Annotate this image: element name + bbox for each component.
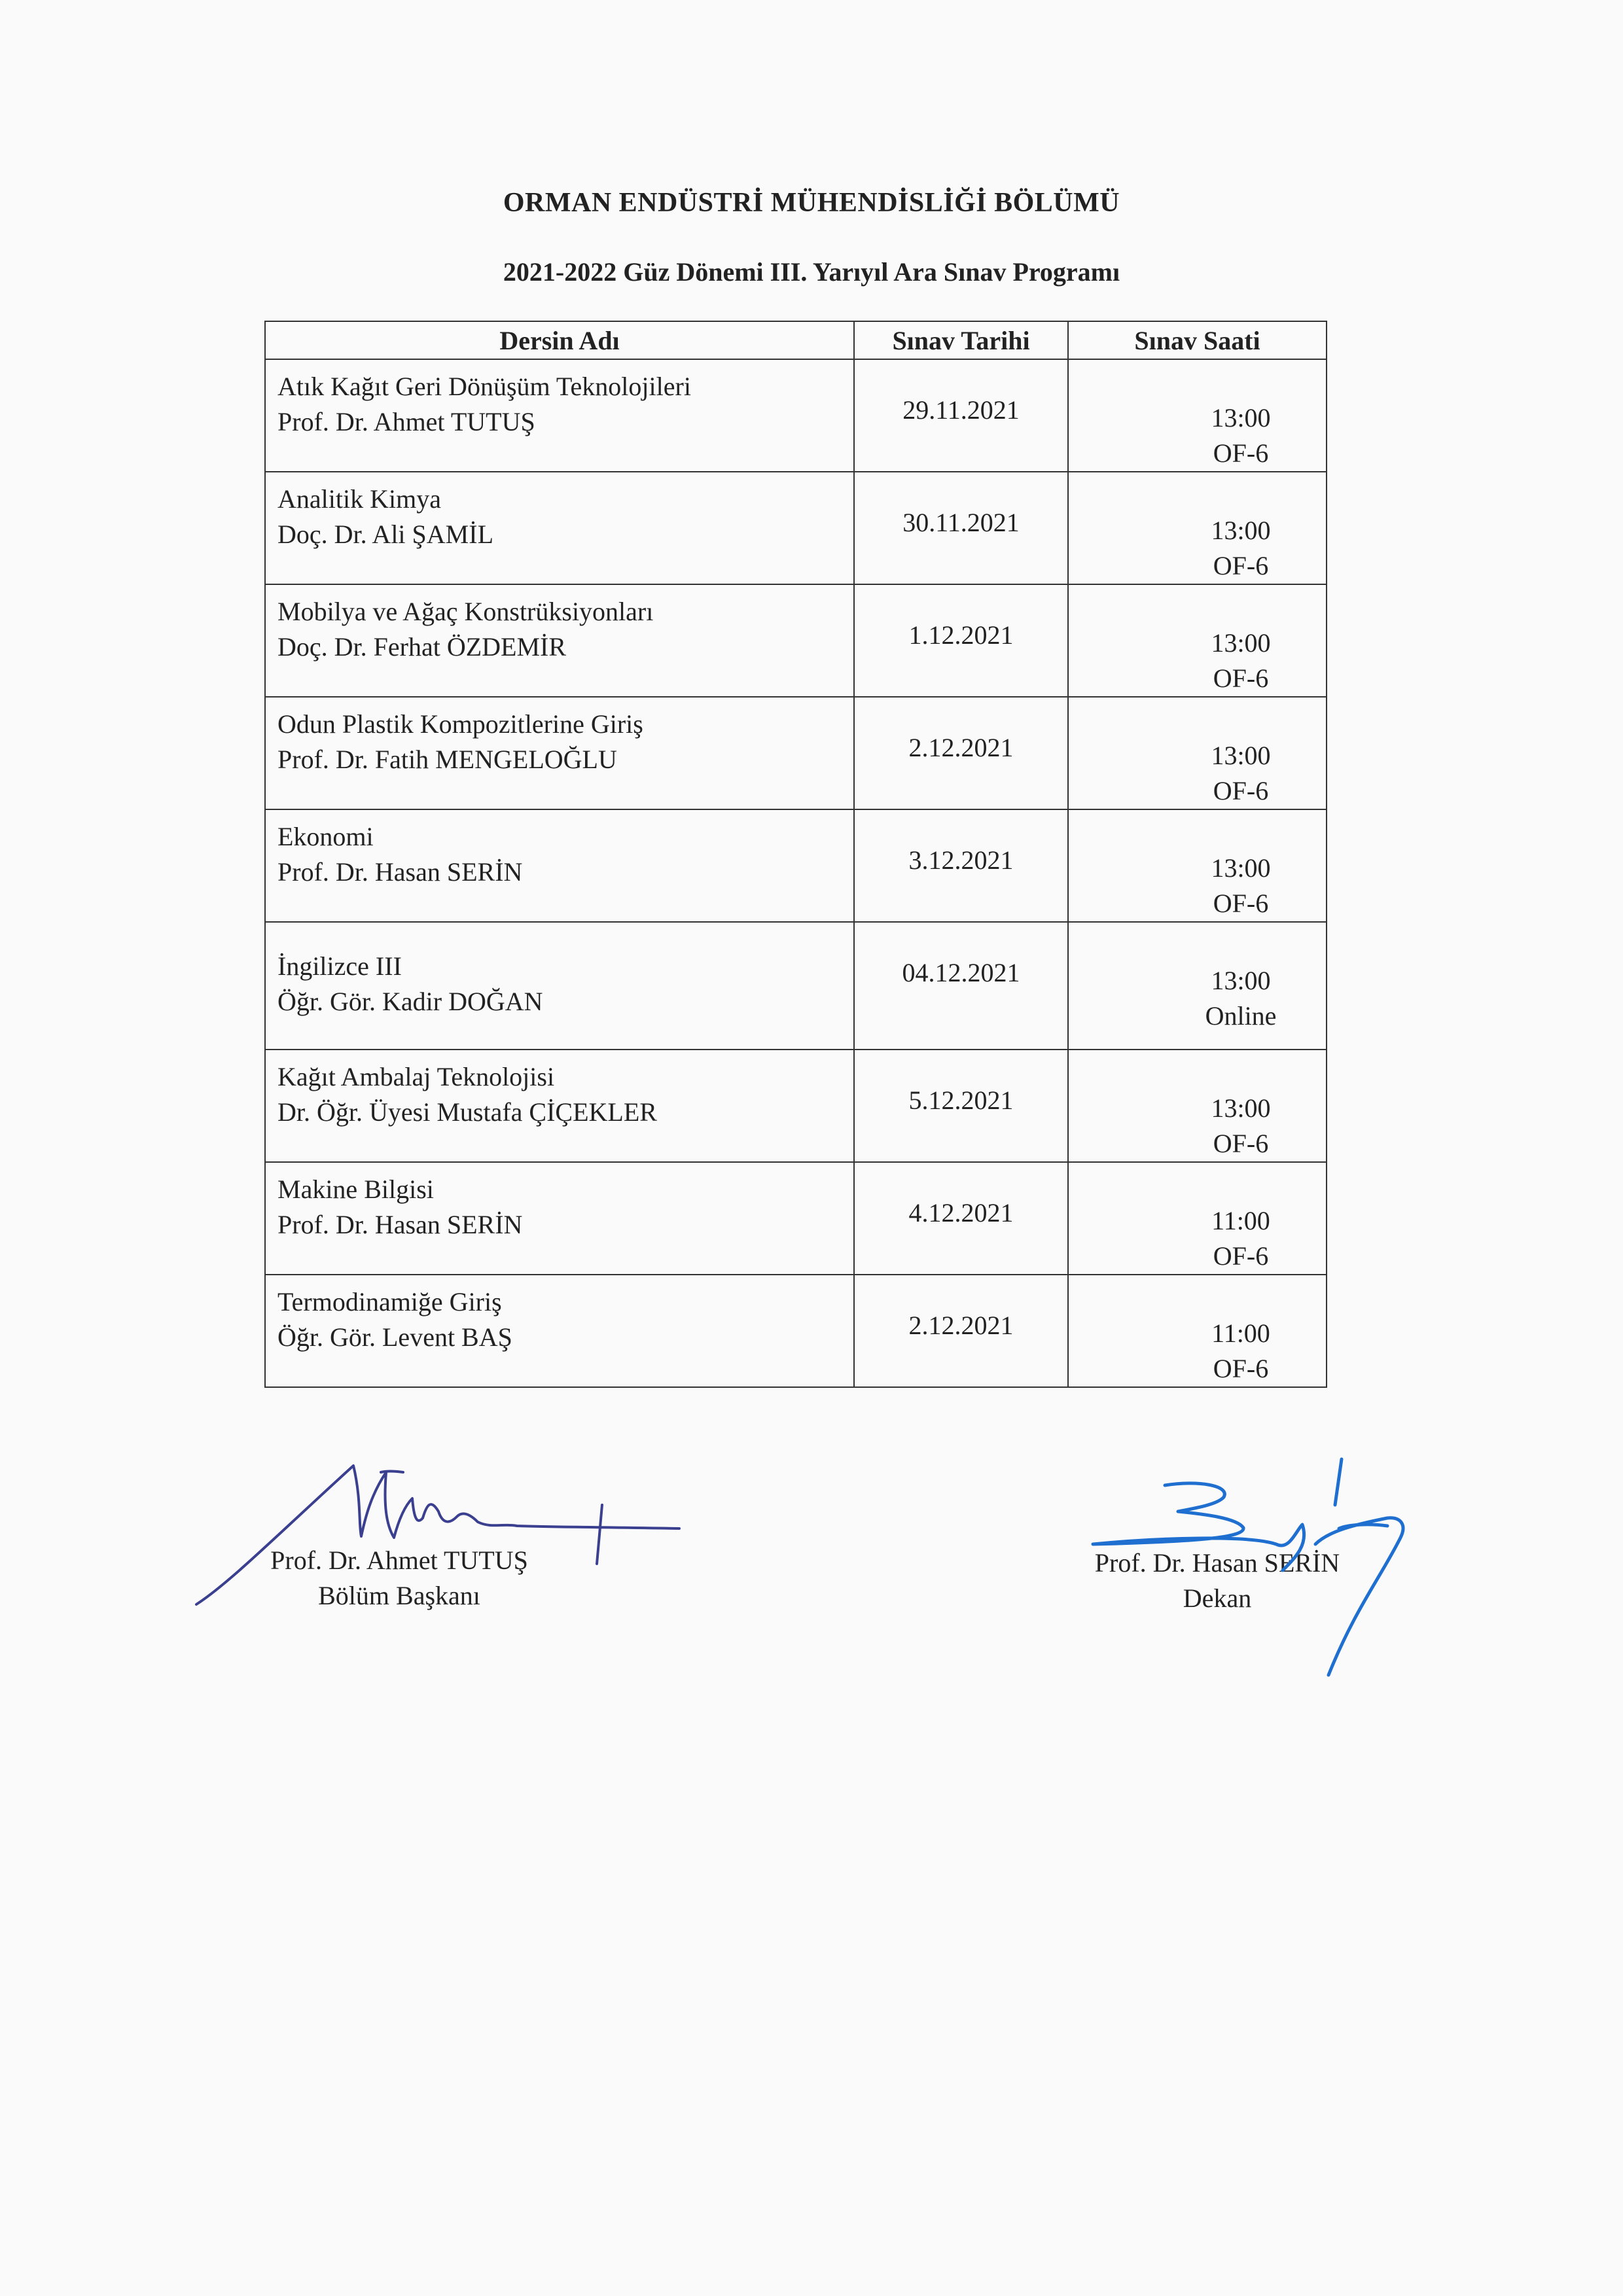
instructor-name: Prof. Dr. Fatih MENGELOĞLU	[277, 745, 617, 774]
course-cell	[265, 359, 854, 472]
course-name: Ekonomi	[277, 822, 374, 851]
handwritten-signature-head	[190, 1453, 700, 1623]
exam-date: 1.12.2021	[854, 584, 1068, 697]
table-row	[265, 1275, 1327, 1387]
table-row	[265, 472, 1327, 584]
exam-date: 3.12.2021	[854, 809, 1068, 922]
exam-date: 2.12.2021	[854, 1275, 1068, 1387]
exam-date: 30.11.2021	[854, 472, 1068, 584]
table-row	[265, 1050, 1327, 1162]
instructor-name: Prof. Dr. Hasan SERİN	[277, 857, 523, 887]
table-row	[265, 1162, 1327, 1275]
course-name: Termodinamiğe Giriş	[277, 1287, 502, 1316]
signer-role-head: Bölüm Başkanı	[318, 1581, 480, 1610]
time-cell	[1068, 697, 1327, 809]
exam-room: OF-6	[1213, 663, 1269, 693]
time-cell	[1068, 1275, 1327, 1387]
exam-time: 11:00	[1211, 1206, 1270, 1235]
course-cell	[265, 1162, 854, 1275]
course-name: Atık Kağıt Geri Dönüşüm Teknolojileri	[277, 372, 691, 401]
exam-time: 13:00	[1211, 516, 1271, 545]
course-name: Odun Plastik Kompozitlerine Giriş	[277, 709, 643, 739]
column-header-course: Dersin Adı	[265, 321, 854, 359]
exam-room: OF-6	[1213, 551, 1269, 580]
course-cell	[265, 809, 854, 922]
handwritten-signature-dean	[1080, 1446, 1433, 1682]
instructor-name: Dr. Öğr. Üyesi Mustafa ÇİÇEKLER	[277, 1097, 657, 1127]
course-cell	[265, 472, 854, 584]
exam-room: OF-6	[1213, 776, 1269, 805]
time-cell	[1068, 922, 1327, 1050]
time-cell	[1068, 809, 1327, 922]
column-header-date: Sınav Tarihi	[854, 321, 1068, 359]
instructor-name: Doç. Dr. Ali ŞAMİL	[277, 520, 493, 549]
table-row	[265, 359, 1327, 472]
exam-time: 11:00	[1211, 1318, 1270, 1348]
signer-name-dean: Prof. Dr. Hasan SERİN	[1094, 1548, 1340, 1578]
course-name: Kağıt Ambalaj Teknolojisi	[277, 1062, 555, 1091]
instructor-name: Prof. Dr. Hasan SERİN	[277, 1210, 523, 1239]
time-cell	[1068, 584, 1327, 697]
table-row	[265, 697, 1327, 809]
exam-date: 29.11.2021	[854, 359, 1068, 472]
signer-role-dean: Dekan	[1183, 1583, 1252, 1613]
table-body	[265, 359, 1327, 1387]
exam-time: 13:00	[1211, 966, 1271, 995]
exam-schedule-table	[264, 321, 1327, 1388]
exam-time: 13:00	[1211, 1093, 1271, 1123]
exam-room: OF-6	[1213, 1354, 1269, 1383]
course-name: Analitik Kimya	[277, 484, 441, 514]
course-cell	[265, 1050, 854, 1162]
exam-room: OF-6	[1213, 1241, 1269, 1271]
exam-date: 4.12.2021	[854, 1162, 1068, 1275]
exam-room: Online	[1205, 1001, 1277, 1031]
table-row	[265, 584, 1327, 697]
time-cell	[1068, 1050, 1327, 1162]
table-header-row	[265, 321, 1327, 359]
exam-room: OF-6	[1213, 889, 1269, 918]
time-cell	[1068, 359, 1327, 472]
time-cell	[1068, 1162, 1327, 1275]
instructor-name: Prof. Dr. Ahmet TUTUŞ	[277, 407, 535, 436]
table-row	[265, 809, 1327, 922]
instructor-name: Doç. Dr. Ferhat ÖZDEMİR	[277, 632, 567, 662]
exam-date: 2.12.2021	[854, 697, 1068, 809]
course-cell	[265, 697, 854, 809]
table-row	[265, 922, 1327, 1050]
column-header-time: Sınav Saati	[1068, 321, 1327, 359]
course-name: Makine Bilgisi	[277, 1174, 434, 1204]
exam-time: 13:00	[1211, 853, 1271, 883]
exam-room: OF-6	[1213, 1129, 1269, 1158]
signature-stroke	[196, 1466, 679, 1604]
signature-stroke	[381, 1472, 602, 1564]
instructor-name: Öğr. Gör. Kadir DOĞAN	[277, 987, 543, 1016]
course-name: İngilizce III	[277, 951, 402, 981]
course-cell	[265, 1275, 854, 1387]
department-title: ORMAN ENDÜSTRİ MÜHENDİSLİĞİ BÖLÜMÜ	[503, 188, 1120, 218]
course-name: Mobilya ve Ağaç Konstrüksiyonları	[277, 597, 654, 626]
signature-stroke	[1315, 1518, 1403, 1675]
exam-time: 13:00	[1211, 403, 1271, 433]
program-title: 2021-2022 Güz Dönemi III. Yarıyıl Ara Sınav Programı	[503, 257, 1120, 287]
exam-date: 5.12.2021	[854, 1050, 1068, 1162]
signature-stroke	[1093, 1483, 1304, 1570]
signer-name-head: Prof. Dr. Ahmet TUTUŞ	[270, 1545, 528, 1575]
course-cell	[265, 584, 854, 697]
exam-time: 13:00	[1211, 741, 1271, 770]
time-cell	[1068, 472, 1327, 584]
course-cell	[265, 922, 854, 1050]
instructor-name: Öğr. Gör. Levent BAŞ	[277, 1322, 512, 1352]
exam-time: 13:00	[1211, 628, 1271, 658]
exam-room: OF-6	[1213, 438, 1269, 468]
exam-date: 04.12.2021	[854, 922, 1068, 1050]
